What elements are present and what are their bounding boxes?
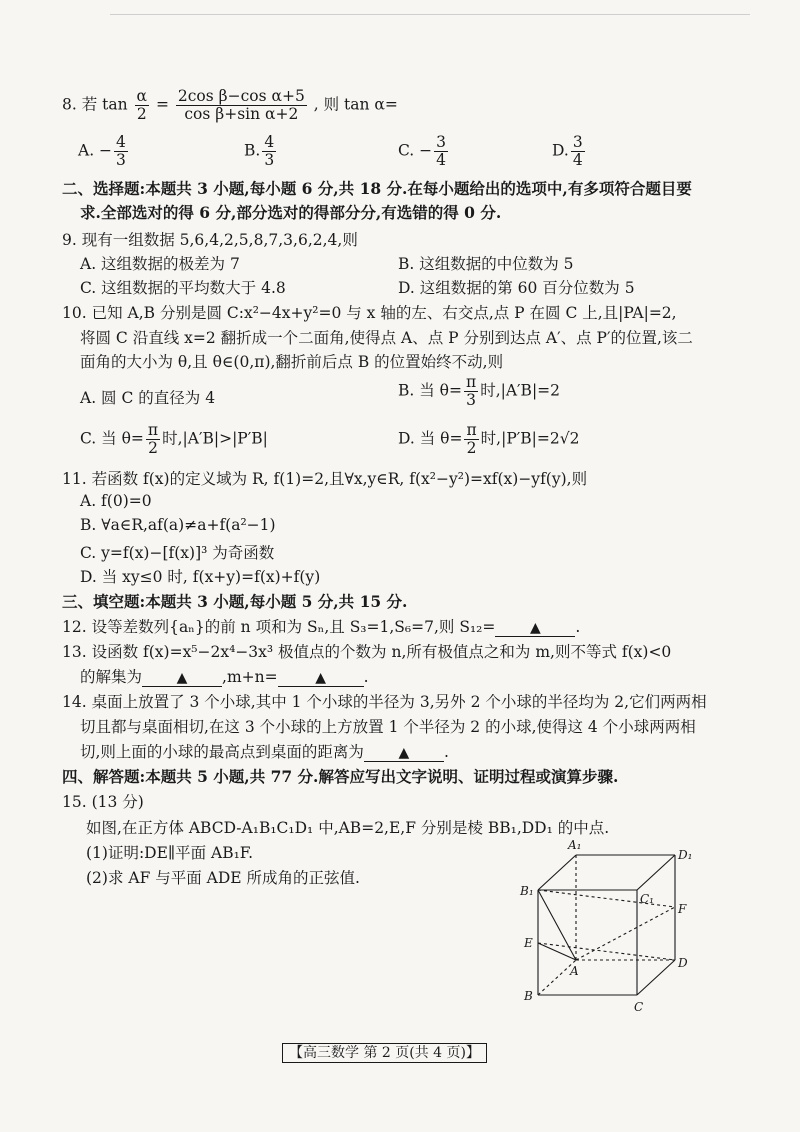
q13-answer-blank-2[interactable]	[278, 668, 364, 687]
q10-line1: 10. 已知 A,B 分别是圆 C:x²−4x+y²=0 与 x 轴的左、右交点,点 P 在圆 C 上,且|PA|=2,	[62, 304, 677, 322]
edge-b1-a1	[538, 855, 576, 890]
section4-heading: 四、解答题:本题共 5 小题,共 77 分.解答应写出文字说明、证明过程或演算步骤.	[62, 767, 619, 786]
q14-line3: 切,则上面的小球的最高点到桌面的距离为 ▲ .	[80, 743, 449, 761]
q15-part1: (1)证明:DE∥平面 AB₁F.	[86, 844, 254, 862]
q12-answer-blank[interactable]	[495, 618, 575, 637]
triangle-icon: ▲	[529, 620, 541, 636]
q11-stem: 11. 若函数 f(x)的定义域为 R, f(1)=2,且∀x,y∈R, f(x²−y²)=xf(x)−yf(y),则	[62, 470, 588, 488]
q11-option-d: D. 当 xy≤0 时, f(x+y)=f(x)+f(y)	[80, 568, 321, 586]
q9-option-d: D. 这组数据的第 60 百分位数为 5	[398, 279, 635, 297]
q14-line2: 切且都与桌面相切,在这 3 个小球的上方放置 1 个半径为 2 的小球,使得这 4 个小球两两相	[80, 718, 696, 736]
q8-lhs-fraction: $\frac{\alpha}{2}$	[136, 87, 148, 124]
q8-rhs-fraction: $\frac{\text{2cos β−cos α+5}}{\text{cos β+sin α+2}}$	[177, 87, 305, 124]
scan-edge	[110, 14, 750, 15]
label-b1: B₁	[520, 884, 534, 898]
q10-option-a: A. 圆 C 的直径为 4	[80, 389, 216, 407]
edge-d1-c1	[637, 855, 675, 890]
q10-option-b: B. 当 θ= $\frac{\pi}{3}$ 时,|A′B|=2	[398, 373, 561, 410]
q8-suffix: , 则 tan α=	[313, 95, 398, 114]
q14-answer-blank[interactable]	[364, 743, 444, 762]
q11-option-b: B. ∀a∈R,af(a)≠a+f(a²−1)	[80, 516, 276, 534]
label-e: E	[524, 936, 533, 950]
q9-option-c: C. 这组数据的平均数大于 4.8	[80, 279, 286, 297]
triangle-icon: ▲	[398, 745, 410, 761]
q10-option-c: C. 当 θ= $\frac{\pi}{2}$ 时,|A′B|>|P′B|	[80, 421, 268, 458]
page-footer	[282, 1042, 487, 1062]
cube-figure	[510, 835, 710, 1015]
q8-stem: 8. 若 tan $\frac{\alpha}{2}$ = $\frac{\text{2cos β−cos α+5}}{\text{cos β+sin α+2}}$ , 则 tan α=	[62, 87, 398, 124]
line-b1-a	[538, 890, 576, 960]
q15-header: 15. (13 分)	[62, 793, 144, 811]
triangle-icon: ▲	[176, 670, 188, 686]
q14-line1: 14. 桌面上放置了 3 个小球,其中 1 个小球的半径为 3,另外 2 个小球的半径均为 2,它们两两相	[62, 693, 707, 711]
label-d: D	[678, 956, 688, 970]
label-c: C	[634, 1000, 644, 1014]
q10-line2: 将圆 C 沿直线 x=2 翻折成一个二面角,使得点 A、点 P 分别到达点 A′、点 P′的位置,该二	[80, 329, 693, 347]
q8-option-b: B. $\frac{4}{3}$	[244, 133, 275, 170]
q8-option-a: A. − $\frac{4}{3}$	[78, 133, 126, 170]
section2-heading: 二、选择题:本题共 3 小题,每小题 6 分,共 18 分.在每小题给出的选项中,有多项符合题目要	[62, 179, 692, 198]
label-f: F	[678, 902, 687, 916]
q11-option-a: A. f(0)=0	[80, 492, 152, 510]
label-a1: A₁	[568, 838, 582, 852]
q10-option-d: D. 当 θ= $\frac{\pi}{2}$ 时,|P′B|=2√2	[398, 421, 580, 458]
q8-prefix: 8. 若 tan	[62, 95, 128, 114]
label-c1: C₁	[640, 892, 654, 906]
q8-option-c: C. − $\frac{3}{4}$	[398, 133, 447, 170]
q9-stem: 9. 现有一组数据 5,6,4,2,5,8,7,3,6,2,4,则	[62, 231, 358, 249]
q9-option-b: B. 这组数据的中位数为 5	[398, 255, 574, 273]
q9-option-a: A. 这组数据的极差为 7	[80, 255, 240, 273]
q8-option-d: D. $\frac{3}{4}$	[552, 133, 583, 170]
line-e-d	[538, 943, 675, 960]
q11-option-c: C. y=f(x)−[f(x)]³ 为奇函数	[80, 544, 275, 562]
line-b1-f	[538, 890, 675, 907]
q12-stem: 12. 设等差数列{aₙ}的前 n 项和为 Sₙ,且 S₃=1,S₆=7,则 S₁₂= ▲ .	[62, 618, 581, 636]
section3-heading: 三、填空题:本题共 3 小题,每小题 5 分,共 15 分.	[62, 592, 408, 611]
footer-label: 【高三数学 第 2 页(共 4 页)】	[282, 1043, 487, 1063]
q13-answer-blank-1[interactable]	[142, 668, 222, 687]
line-a-f	[576, 907, 675, 960]
label-a: A	[570, 964, 579, 978]
q10-line3: 面角的大小为 θ,且 θ∈(0,π),翻折前后点 B 的位置始终不动,则	[80, 353, 504, 371]
q13-line1: 13. 设函数 f(x)=x⁵−2x⁴−3x³ 极值点的个数为 n,所有极值点之和为 m,则不等式 f(x)<0	[62, 643, 672, 661]
section2-heading-cont: 求.全部选对的得 6 分,部分选对的得部分分,有选错的得 0 分.	[80, 203, 502, 222]
q13-line2: 的解集为 ▲ ,m+n= ▲ .	[80, 668, 369, 686]
edge-c-d	[637, 960, 675, 995]
q15-stem: 如图,在正方体 ABCD-A₁B₁C₁D₁ 中,AB=2,E,F 分别是棱 BB₁,DD₁ 的中点.	[86, 819, 610, 837]
label-b: B	[524, 989, 533, 1003]
q15-part2: (2)求 AF 与平面 ADE 所成角的正弦值.	[86, 869, 360, 887]
label-d1: D₁	[678, 848, 693, 862]
triangle-icon: ▲	[315, 670, 326, 686]
